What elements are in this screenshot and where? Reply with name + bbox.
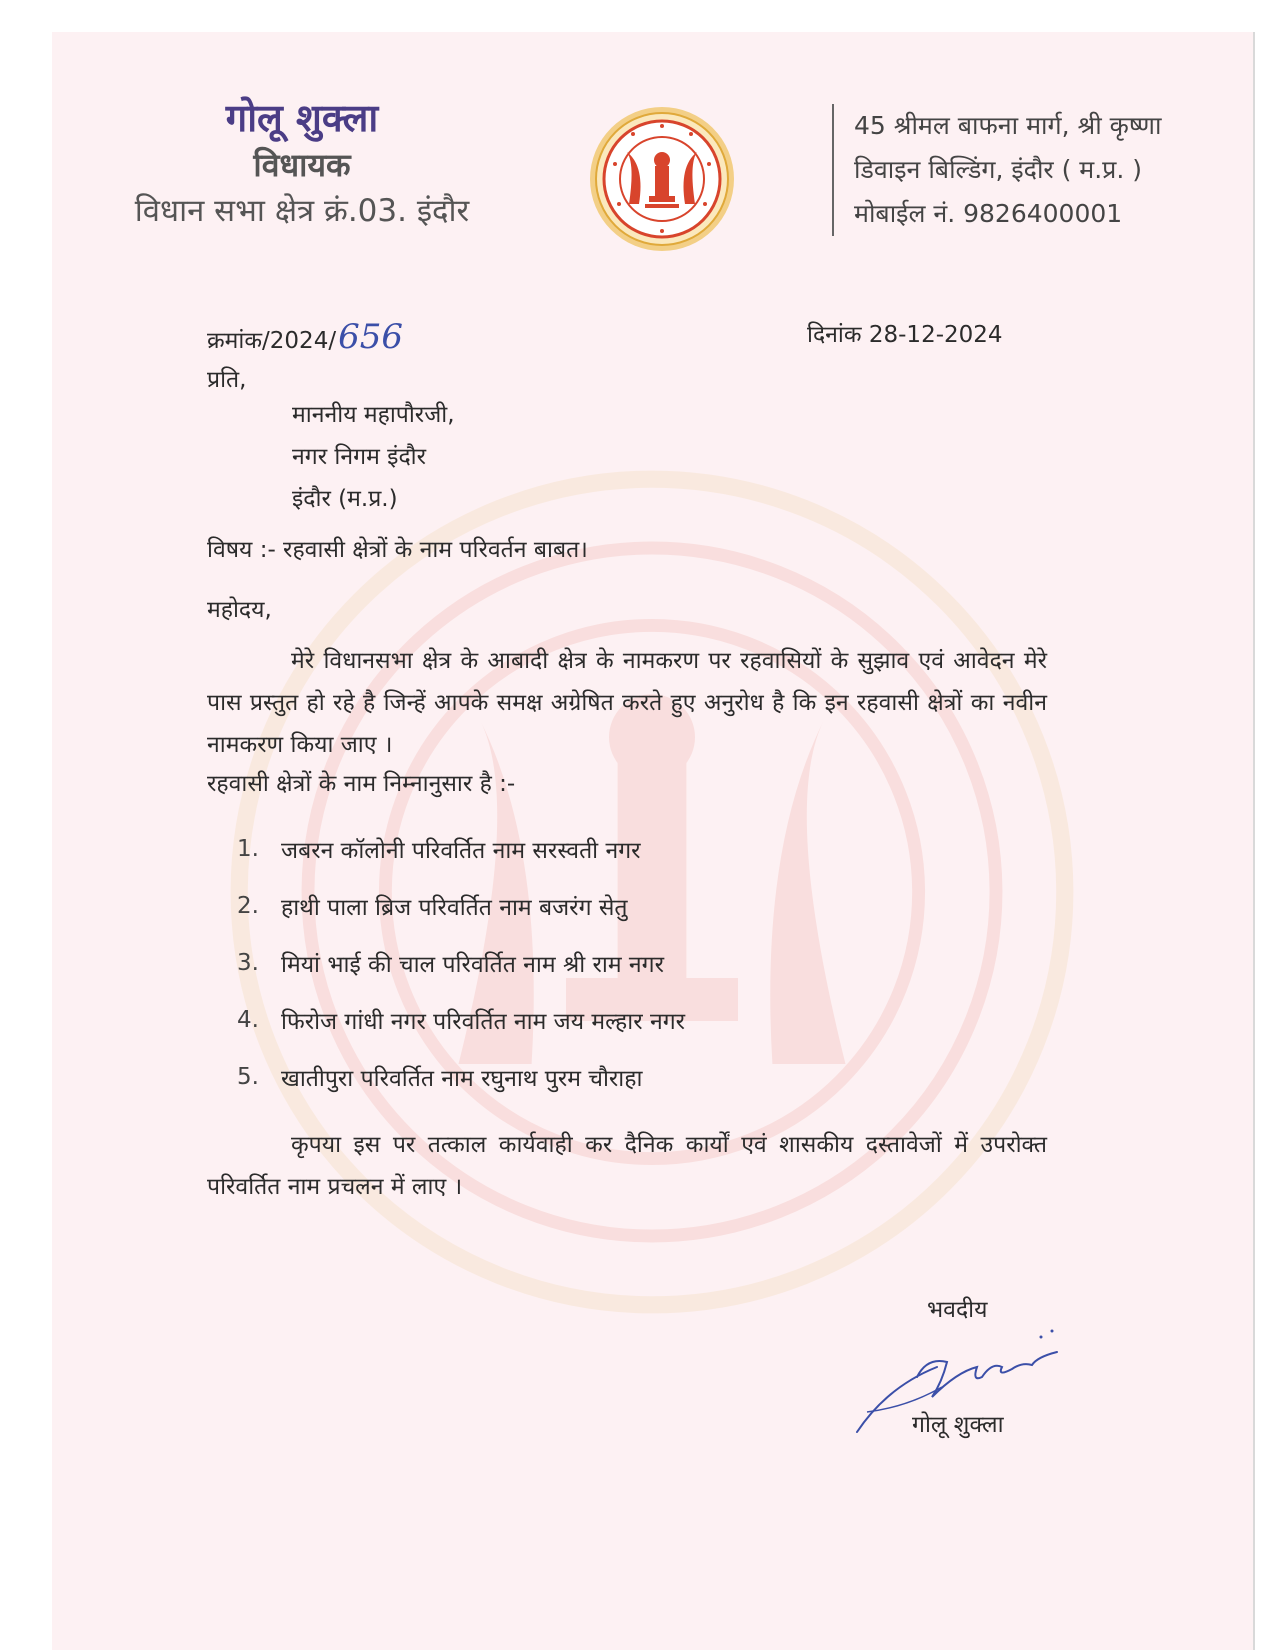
list-item (237, 934, 685, 991)
list-item-text: मियां भाई की चाल परिवर्तित नाम श्री राम नगर (281, 951, 665, 978)
list-item-number: 5. (237, 1063, 259, 1090)
list-item-number: 4. (237, 1006, 259, 1033)
body-paragraph-1 (207, 640, 1047, 766)
recipient-address (292, 394, 455, 520)
list-item-text: फिरोज गांधी नगर परिवर्तित नाम जय मल्हार नगर (281, 1008, 686, 1035)
mp-government-emblem-icon (587, 104, 737, 254)
list-item (237, 1048, 685, 1105)
signer-name: गोलू शुक्ला (912, 1412, 1004, 1438)
list-item-text: खातीपुरा परिवर्तित नाम रघुनाथ पुरम चौराहा (281, 1065, 643, 1092)
sender-constituency: विधान सभा क्षेत्र क्रं.03. इंदौर (134, 193, 470, 229)
list-item (237, 991, 685, 1048)
list-item (237, 877, 685, 934)
letterhead-sender (92, 94, 512, 234)
reference-handwritten-number: 656 (338, 317, 403, 357)
sender-name: गोलू शुक्ला (225, 96, 379, 140)
body-paragraph-2 (207, 1124, 1047, 1208)
to-line: प्रति, (207, 367, 247, 393)
recipient-line: इंदौर (म.प्र.) (292, 486, 398, 512)
recipient-line: नगर निगम इंदौर (292, 444, 427, 470)
list-item-number: 3. (237, 949, 259, 976)
list-item-text: हाथी पाला ब्रिज परिवर्तित नाम बजरंग सेतु (281, 894, 628, 921)
reference-prefix: क्रमांक/2024/ (207, 328, 337, 354)
paragraph-1-text: मेरे विधानसभा क्षेत्र के आबादी क्षेत्र के नामकरण पर रहवासियों के सुझाव एवं आवेदन मेरे पास प्रस्तुत हो रहे है जिन्हें आपके समक्ष अग्रेषित करते हुए अनुरोध है कि इन रहवासी क्षेत्रों का नवीन नामकरण किया जाए । (207, 648, 1047, 758)
sender-role: विधायक (253, 146, 351, 184)
address-line-1: 45 श्रीमल बाफना मार्ग, श्री कृष्णा (854, 111, 1162, 140)
sheet-edge (1253, 32, 1255, 1650)
rename-list (237, 820, 685, 1105)
paragraph-2-text: कृपया इस पर तत्काल कार्यवाही कर दैनिक कार्यों एवं शासकीय दस्तावेजों में उपरोक्त परिवर्तित नाम प्रचलन में लाए । (207, 1132, 1047, 1200)
list-item-number: 2. (237, 892, 259, 919)
reference-number (207, 317, 403, 357)
list-item-text: जबरन कॉलोनी परिवर्तित नाम सरस्वती नगर (281, 837, 641, 864)
recipient-line: माननीय महापौरजी, (292, 402, 455, 428)
closing: भवदीय (927, 1297, 988, 1323)
mobile-number: मोबाईल नं. 9826400001 (854, 199, 1123, 228)
letterhead-page (52, 32, 1255, 1650)
list-intro: रहवासी क्षेत्रों के नाम निम्नानुसार है :- (207, 771, 516, 797)
list-item-number: 1. (237, 835, 259, 862)
list-item (237, 820, 685, 877)
address-line-2: डिवाइन बिल्डिंग, इंदौर ( म.प्र. ) (854, 155, 1143, 184)
letter-date: दिनांक 28-12-2024 (807, 322, 1003, 348)
subject-line: विषय :- रहवासी क्षेत्रों के नाम परिवर्तन बाबत। (207, 537, 588, 563)
salutation: महोदय, (207, 597, 272, 623)
letterhead-address (832, 104, 1161, 236)
